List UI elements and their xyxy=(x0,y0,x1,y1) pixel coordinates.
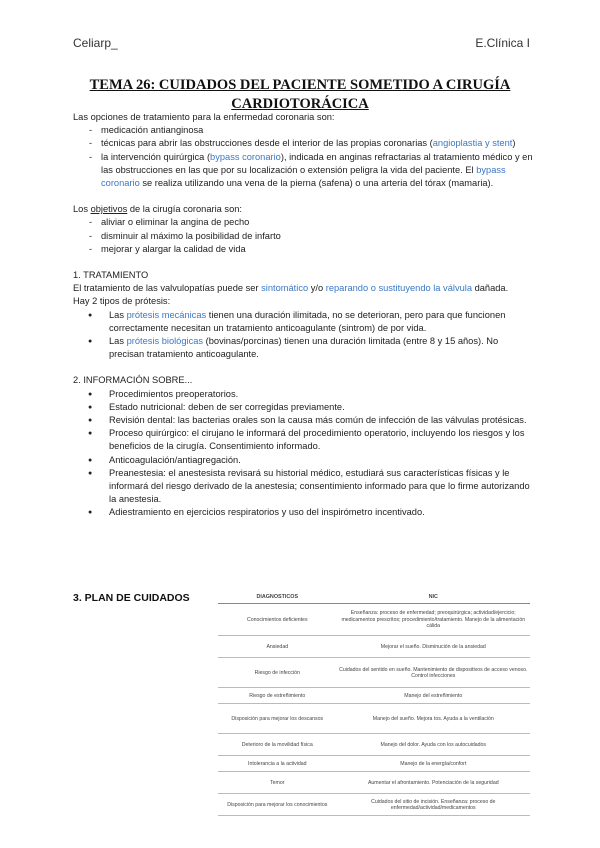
table-cell: Manejo del dolor. Ayuda con los autocuidados xyxy=(337,734,530,756)
info-list xyxy=(73,388,533,520)
column-header: NIC xyxy=(337,592,530,604)
objectives-intro: Los objetivos de la cirugía coronaria son: xyxy=(73,204,243,215)
section-heading: 1. TRATAMIENTO xyxy=(73,270,149,281)
table-cell: Cuidados del sitio de incisión. Enseñanza: proceso de enfermedad/actividad/medicamentos xyxy=(337,794,530,816)
table-row xyxy=(218,658,530,688)
list-item: ● Adiestramiento en ejercicios respiratorios y uso del inspirómetro incentivado. xyxy=(73,506,533,519)
table-cell: Riesgo de infección xyxy=(218,658,337,688)
list-item: - disminuir al máximo la posibilidad de infarto xyxy=(73,230,533,243)
highlight-term: angioplastia y stent xyxy=(432,138,513,149)
table-cell: Disposición para mejorar los conocimientos xyxy=(218,794,337,816)
table-cell: Manejo del sueño. Mejora tos. Ayuda a la ventilación xyxy=(337,704,530,734)
list-item: ● Las prótesis mecánicas tienen una duración ilimitada, no se deterioran, pero para que funcionen correctamente necesitan un tratamiento anticoagulante (sintrom) de por vida. xyxy=(73,309,533,335)
list-item: ● Preanestesia: el anestesista revisará su historial médico, estudiará sus características físicas y le informará del riesgo derivado de la anestesia; consentimiento informado para que lo firme autorizando la anestesia. xyxy=(73,467,533,507)
table-row xyxy=(218,734,530,756)
table-cell: Riesgo de estreñimiento xyxy=(218,688,337,704)
treatment-paragraph: El tratamiento de las valvulopatías puede ser sintomático y/o reparando o sustituyendo la válvula dañada. xyxy=(73,283,509,294)
objectives-list xyxy=(73,216,533,256)
prosthesis-list xyxy=(73,309,533,362)
column-header: DIAGNOSTICOS xyxy=(218,592,337,604)
list-item: - la intervención quirúrgica (bypass coronario), indicada en anginas refractarias al tratamiento médico y en las obstrucciones en las que por su localización o extensión peligra la vida del paciente. El bypass coronario se realiza utilizando una vena de la pierna (safena) o una arteria del tórax (mamaria). xyxy=(73,151,533,191)
table-cell: Disposición para mejorar los descansos xyxy=(218,704,337,734)
list-item: ● Anticoagulación/antiagregación. xyxy=(73,454,533,467)
page-title xyxy=(73,76,527,114)
table-row xyxy=(218,688,530,704)
table-cell: Ansiedad xyxy=(218,636,337,658)
list-item: ● Proceso quirúrgico: el cirujano le informará del procedimiento operatorio, incluyendo los riesgos y los beneficios de la cirugía. Consentimiento informado. xyxy=(73,427,533,453)
main-content xyxy=(73,111,533,520)
table-cell: Aumentar el afrontamiento. Potenciación de la seguridad xyxy=(337,772,530,794)
highlight-term: bypass coronario xyxy=(101,164,506,189)
title-line-1: TEMA 26: CUIDADOS DEL PACIENTE SOMETIDO A CIRUGÍA xyxy=(89,77,511,93)
table-header-row xyxy=(218,592,530,604)
table-row xyxy=(218,794,530,816)
section-heading: 3. PLAN DE CUIDADOS xyxy=(73,592,190,604)
list-item: ● Revisión dental: las bacterias orales son la causa más común de infección de las válvulas protésicas. xyxy=(73,414,533,427)
table-cell: Manejo de la energía/confort xyxy=(337,756,530,772)
list-item: ● Las prótesis biológicas (bovinas/porcinas) tienen una duración limitada (entre 8 y 15 años). No precisan tratamiento anticoagulante. xyxy=(73,335,533,361)
title-line-2: CARDIOTORÁCICA xyxy=(231,96,369,112)
intro-text: Las opciones de tratamiento para la enfermedad coronaria son: xyxy=(73,112,335,122)
prosthesis-types: Hay 2 tipos de prótesis: xyxy=(73,296,171,307)
table-row xyxy=(218,772,530,794)
table-cell: Intolerancia a la actividad xyxy=(218,756,337,772)
list-item: ● Estado nutricional: deben de ser corregidas previamente. xyxy=(73,401,533,414)
table-cell: Deterioro de la movilidad física xyxy=(218,734,337,756)
table-cell: Temor xyxy=(218,772,337,794)
list-item: - aliviar o eliminar la angina de pecho xyxy=(73,216,533,229)
table-cell: Mejorar el sueño. Disminución de la ansiedad xyxy=(337,636,530,658)
table-row xyxy=(218,704,530,734)
list-item: - técnicas para abrir las obstrucciones desde el interior de las propias coronarias (angioplastia y stent) xyxy=(73,137,533,150)
table-cell: Cuidados del sentido en sueño. Mantenimiento de dispositivos de acceso venoso. Control infecciones xyxy=(337,658,530,688)
table-cell: Enseñanza: proceso de enfermedad; preoquirúrgica; actividad/ejercicio; medicamentos prescritos; procedimiento/tratamiento. Manejo de la alimentación cálida xyxy=(337,604,530,636)
header-left: Celiarp_ xyxy=(73,36,118,50)
header-right: E.Clínica I xyxy=(475,36,530,50)
care-plan-table xyxy=(218,592,530,816)
table-row xyxy=(218,756,530,772)
table-cell: Manejo del estreñimiento xyxy=(337,688,530,704)
table-cell: Conocimientos deficientes xyxy=(218,604,337,636)
list-item: - mejorar y alargar la calidad de vida xyxy=(73,243,533,256)
highlight-term: bypass coronario xyxy=(210,151,281,162)
list-item: - medicación antianginosa xyxy=(73,124,533,137)
list-item: ● Procedimientos preoperatorios. xyxy=(73,388,533,401)
table-row xyxy=(218,636,530,658)
table-row xyxy=(218,604,530,636)
section-heading: 2. INFORMACIÓN SOBRE... xyxy=(73,375,193,386)
treatment-options-list xyxy=(73,124,533,190)
